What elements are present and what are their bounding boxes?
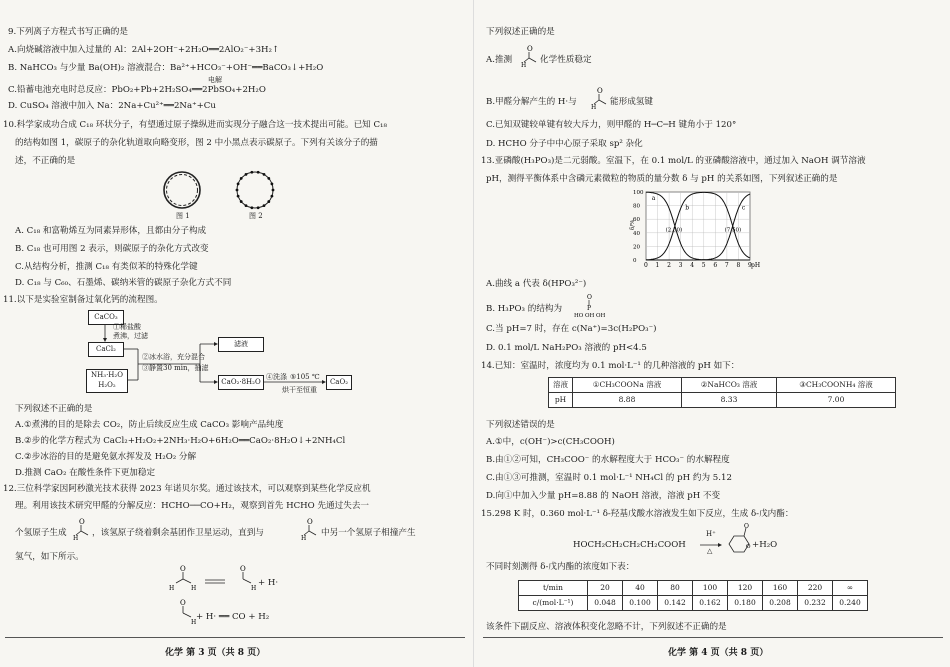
q10-stem-1: 10.科学家成功合成 C₁₈ 环状分子，有望通过原子操纵进而实现分子融合这一技术提出可能。已知 C₁₈ xyxy=(3,120,387,130)
q13-option-b: B. H₃PO₃ 的结构为 xyxy=(486,304,563,314)
q14-ph-table xyxy=(548,377,896,408)
table-cell: ③CH₃COONH₄ 溶液 xyxy=(777,378,896,393)
q12-stem-3b: ，该氢原子绕着剩余基团作卫星运动，直到与 xyxy=(92,528,264,538)
q11-option-d: D.推测 CaO₂ 在酸性条件下更加稳定 xyxy=(15,468,156,478)
q10-option-b: B. C₁₈ 也可用图 2 表示，则碳原子的杂化方式改变 xyxy=(15,244,209,254)
q11-option-b: B.②步的化学方程式为 CaCl₂+H₂O₂+2NH₃·H₂O+6H₂O══CaO₂·8H₂O↓+2NH₄Cl xyxy=(15,436,346,446)
flow-caco3: CaCO₃ xyxy=(88,310,124,325)
table-cell: 40 xyxy=(623,581,658,596)
q11-stem: 11.以下是实验室制备过氧化钙的流程图。 xyxy=(3,295,163,305)
q13-option-d: D. 0.1 mol/L NaH₂PO₃ 溶液的 pH<4.5 xyxy=(486,343,647,353)
q14-option-d: D.向①中加入少量 pH=8.88 的 NaOH 溶液，溶液 pH 不变 xyxy=(486,491,721,501)
x-tick-label: 6 xyxy=(713,262,718,269)
point-label: (7.50) xyxy=(724,227,742,234)
flow-cacl2: CaCl₂ xyxy=(88,342,124,357)
phosphite-speciation-chart xyxy=(628,186,761,270)
flow-filtrate: 滤液 xyxy=(218,337,264,352)
flow-step5b: 烘干至恒重 xyxy=(282,386,317,394)
y-tick-label: 80 xyxy=(633,203,640,210)
formyl-radical-icon xyxy=(72,516,92,540)
q12-stem-1: 12.三位科学家因阿秒激光技术获得 2023 年诺贝尔奖。通过该技术，可以观察到某些化学反应机 xyxy=(3,484,371,494)
y-tick-label: 60 xyxy=(633,217,640,224)
svg-text:H: H xyxy=(73,535,79,542)
table-cell: 160 xyxy=(763,581,798,596)
table-cell: 220 xyxy=(798,581,833,596)
svg-text:OH: OH xyxy=(596,313,606,319)
table-cell: 0.232 xyxy=(798,596,833,611)
table-cell: 100 xyxy=(693,581,728,596)
x-tick-label: 2 xyxy=(667,262,671,269)
table-cell: 120 xyxy=(728,581,763,596)
svg-text:O: O xyxy=(180,599,186,607)
flow-step5a: ⑤105 ℃ xyxy=(290,373,320,381)
svg-text:O: O xyxy=(307,518,313,526)
h3po3-structure xyxy=(574,292,608,318)
svg-text:H: H xyxy=(591,104,597,111)
q14-option-a: A.①中，c(OH⁻)>c(CH₃COOH) xyxy=(486,437,615,447)
svg-text:H: H xyxy=(191,585,197,592)
q12-option-c: C.已知双键较单键有较大斥力，则甲醛的 H─C─H 键角小于 120° xyxy=(486,120,737,130)
mechanism-step1-product: + H· xyxy=(258,578,279,588)
q10-option-d: D. C₁₈ 与 C₆₀、石墨烯、碳纳米管的碳原子杂化方式不同 xyxy=(15,278,232,288)
mechanism-step2: + H· ══ CO + H₂ xyxy=(196,612,270,622)
plot-area xyxy=(646,192,750,260)
svg-text:HO: HO xyxy=(574,313,584,319)
q12-option-a-suffix: 化学性质稳定 xyxy=(540,55,592,65)
q10-option-a: A. C₁₈ 和富勒烯互为同素异形体，且都由分子构成 xyxy=(15,226,207,236)
table-cell: t/min xyxy=(519,581,588,596)
table-cell: ②NaHCO₃ 溶液 xyxy=(682,378,777,393)
lactone-structure xyxy=(698,524,758,556)
flow-step3: ③静置30 min，抽滤 xyxy=(142,364,209,372)
q9-option-b: B. NaHCO₃ 与少量 Ba(OH)₂ 溶液混合：Ba²⁺+HCO₃⁻+OH⁻══BaCO₃↓+H₂O xyxy=(8,63,324,73)
formyl-radical-icon xyxy=(590,85,610,109)
flow-reagent-nh3: NH₃·H₂O xyxy=(91,371,123,379)
svg-text:O: O xyxy=(744,523,749,530)
formyl-radical-icon xyxy=(300,516,320,540)
figure-1-caption: 图 1 xyxy=(176,212,190,220)
q10-stem-3: 述，不正确的是 xyxy=(15,156,76,166)
flow-reagent-h2o2: H₂O₂ xyxy=(98,381,116,389)
table-cell: 0.142 xyxy=(658,596,693,611)
x-tick-label: 0 xyxy=(644,262,648,269)
q10-option-c: C.从结构分析，推测 C₁₈ 有类似苯的特殊化学键 xyxy=(15,262,198,272)
table-cell: ∞ xyxy=(833,581,868,596)
table-row xyxy=(519,596,868,611)
table-cell: ①CH₃COONa 溶液 xyxy=(573,378,682,393)
q14-option-b: B.由①②可知，CH₃COO⁻ 的水解程度大于 HCO₃⁻ 的水解程度 xyxy=(486,455,730,465)
svg-text:H: H xyxy=(251,585,257,592)
svg-text:O: O xyxy=(180,565,186,573)
formyl-radical-icon xyxy=(520,43,540,67)
x-tick-label: 5 xyxy=(701,262,706,269)
footer-page-4: 化学 第 4 页（共 8 页） xyxy=(668,647,769,658)
q12-option-b-prefix: B.甲醛分解产生的 H·与 xyxy=(486,97,577,107)
flow-step4: ④洗涤 xyxy=(266,373,287,381)
table-row xyxy=(549,378,896,393)
footer-rule-right xyxy=(483,637,943,638)
y-tick-label: 0 xyxy=(633,258,637,264)
q9-option-c: C.铅蓄电池充电时总反应：PbO₂+Pb+2H₂SO₄══2PbSO₄+2H₂O xyxy=(8,85,266,95)
q13-stem-2: pH，测得平衡体系中含磷元素微粒的物质的量分数 δ 与 pH 的关系如图，下列叙述正确的是 xyxy=(486,174,838,184)
flow-step1b: 煮沸，过滤 xyxy=(113,332,148,340)
q13-option-c: C.当 pH=7 时，存在 c(Na⁺)=3c(H₂PO₃⁻) xyxy=(486,324,657,334)
flow-step2: ②冰水浴，充分混合 xyxy=(142,353,205,361)
flow-cao2: CaO₂ xyxy=(326,375,352,390)
svg-text:H: H xyxy=(191,619,197,626)
svg-text:O: O xyxy=(597,87,603,95)
y-tick-label: 100 xyxy=(633,190,644,196)
q14-question: 下列叙述错误的是 xyxy=(486,420,555,430)
svg-text:H: H xyxy=(521,62,527,69)
q13-stem-1: 13.亚磷酸(H₃PO₃)是二元弱酸。室温下，在 0.1 mol/L 的亚磷酸溶液中，通过加入 NaOH 调节溶液 xyxy=(481,156,866,166)
table-cell: 7.00 xyxy=(777,393,896,408)
left-page xyxy=(0,0,470,667)
table-cell: 0.048 xyxy=(588,596,623,611)
q9-stem: 9.下列离子方程式书写正确的是 xyxy=(8,27,128,37)
x-tick-label: 1 xyxy=(655,262,660,269)
table-cell: pH xyxy=(549,393,573,408)
q12-stem-4: 氢气，如下所示。 xyxy=(15,552,84,562)
point-label: (2.50) xyxy=(665,227,683,234)
x-tick-label: 9 xyxy=(748,262,752,269)
q12-stem-3a: 个氢原子生成 xyxy=(15,528,67,538)
x-tick-label: 3 xyxy=(678,262,683,269)
figure-2-caption: 图 2 xyxy=(249,212,263,220)
table-cell: 20 xyxy=(588,581,623,596)
table-cell: 0.208 xyxy=(763,596,798,611)
table-cell: 0.240 xyxy=(833,596,868,611)
table-cell: c/(mol·L⁻¹) xyxy=(519,596,588,611)
flowchart-arrows xyxy=(0,0,470,400)
table-cell: 溶液 xyxy=(549,378,573,393)
curve-label: c xyxy=(741,204,746,212)
q15-tail: 该条件下副反应、溶液体积变化忽略不计，下列叙述不正确的是 xyxy=(486,622,727,632)
q9-option-c-condition: 电解 xyxy=(208,76,222,84)
q15-reactant: HOCH₂CH₂CH₂CH₂COOH xyxy=(573,540,686,550)
q12-stem-2: 理。利用该技术研究甲醛的分解反应：HCHO──CO+H₂，观察到首先 HCHO 先通过失去一 xyxy=(15,501,370,511)
q11-question: 下列叙述不正确的是 xyxy=(15,404,93,414)
table-cell: 0.162 xyxy=(693,596,728,611)
lactone-concentration-table xyxy=(518,580,868,611)
q14-stem: 14.已知：室温时，浓度均为 0.1 mol·L⁻¹ 的几种溶液的 pH 如下： xyxy=(481,361,740,371)
y-tick-label: 20 xyxy=(633,244,640,251)
svg-text:H: H xyxy=(301,535,307,542)
q12-option-d: D. HCHO 分子中中心原子采取 sp² 杂化 xyxy=(486,139,643,149)
q15-stem: 15.298 K 时，0.360 mol·L⁻¹ δ-羟基戊酸水溶液发生如下反应，生成 δ-戊内酯： xyxy=(481,509,794,519)
table-cell: 8.88 xyxy=(573,393,682,408)
footer-rule-left xyxy=(5,637,465,638)
right-page xyxy=(478,0,950,667)
q10-stem-2: 的结构如图 1，碳原子的杂化轨道取向略变形，图 2 中小黑点表示碳原子。下列有关该分子的描 xyxy=(15,138,378,148)
q12-stem-3c: 中另一个氢原子相撞产生 xyxy=(321,528,416,538)
curve-label: b xyxy=(685,204,690,212)
svg-text:H: H xyxy=(169,585,175,592)
x-tick-label: 7 xyxy=(724,262,729,269)
q15-condition-heat: △ xyxy=(707,547,713,555)
svg-text:O: O xyxy=(527,45,533,53)
q15-condition-acid: H⁺ xyxy=(706,530,716,538)
svg-text:O: O xyxy=(240,565,246,573)
q9-option-d: D. CuSO₄ 溶液中加入 Na：2Na+Cu²⁺══2Na⁺+Cu xyxy=(8,101,216,111)
q14-option-c: C.由①③可推测，室温时 0.1 mol·L⁻¹ NH₄Cl 的 pH 约为 5.12 xyxy=(486,473,732,483)
q13-option-a: A.曲线 a 代表 δ(HPO₃²⁻) xyxy=(486,279,587,289)
x-tick-label: 8 xyxy=(736,262,741,269)
x-tick-label: 4 xyxy=(690,262,695,269)
svg-text:O: O xyxy=(746,544,751,550)
table-cell: 8.33 xyxy=(682,393,777,408)
q11-option-c: C.②步冰浴的目的是避免氨水挥发及 H₂O₂ 分解 xyxy=(15,452,197,462)
table-cell: 0.100 xyxy=(623,596,658,611)
y-tick-label: 40 xyxy=(633,230,640,237)
svg-text:O: O xyxy=(79,518,85,526)
svg-text:P: P xyxy=(587,305,592,312)
table-cell: 0.180 xyxy=(728,596,763,611)
q9-option-a: A.向烧碱溶液中加入过量的 Al：2Al+2OH⁻+2H₂O══2AlO₂⁻+3H₂↑ xyxy=(8,45,280,55)
q12-question: 下列叙述正确的是 xyxy=(486,27,555,37)
q11-option-a: A.①煮沸的目的是除去 CO₂，防止后续反应生成 CaCO₃ 影响产品纯度 xyxy=(15,420,284,430)
q12-option-a-prefix: A.推测 xyxy=(486,55,513,65)
q15-table-intro: 不同时刻测得 δ-戊内酯的浓度如下表： xyxy=(486,562,635,572)
svg-text:O: O xyxy=(587,294,592,301)
svg-text:OH: OH xyxy=(585,313,595,319)
table-row xyxy=(519,581,868,596)
q12-option-b-suffix: 能形成氢键 xyxy=(610,97,653,107)
table-cell: 80 xyxy=(658,581,693,596)
table-row xyxy=(549,393,896,408)
q15-product-water: +H₂O xyxy=(752,540,778,550)
page-fold xyxy=(473,0,474,667)
flow-step1a: ①稀盐酸 xyxy=(113,323,141,331)
y-axis-label: δ/% xyxy=(630,219,636,230)
x-axis-label: pH xyxy=(751,262,761,269)
footer-page-3: 化学 第 3 页（共 8 页） xyxy=(165,647,266,658)
flow-cao2-8h2o: CaO₂·8H₂O xyxy=(218,375,264,390)
curve-label: a xyxy=(651,195,656,203)
